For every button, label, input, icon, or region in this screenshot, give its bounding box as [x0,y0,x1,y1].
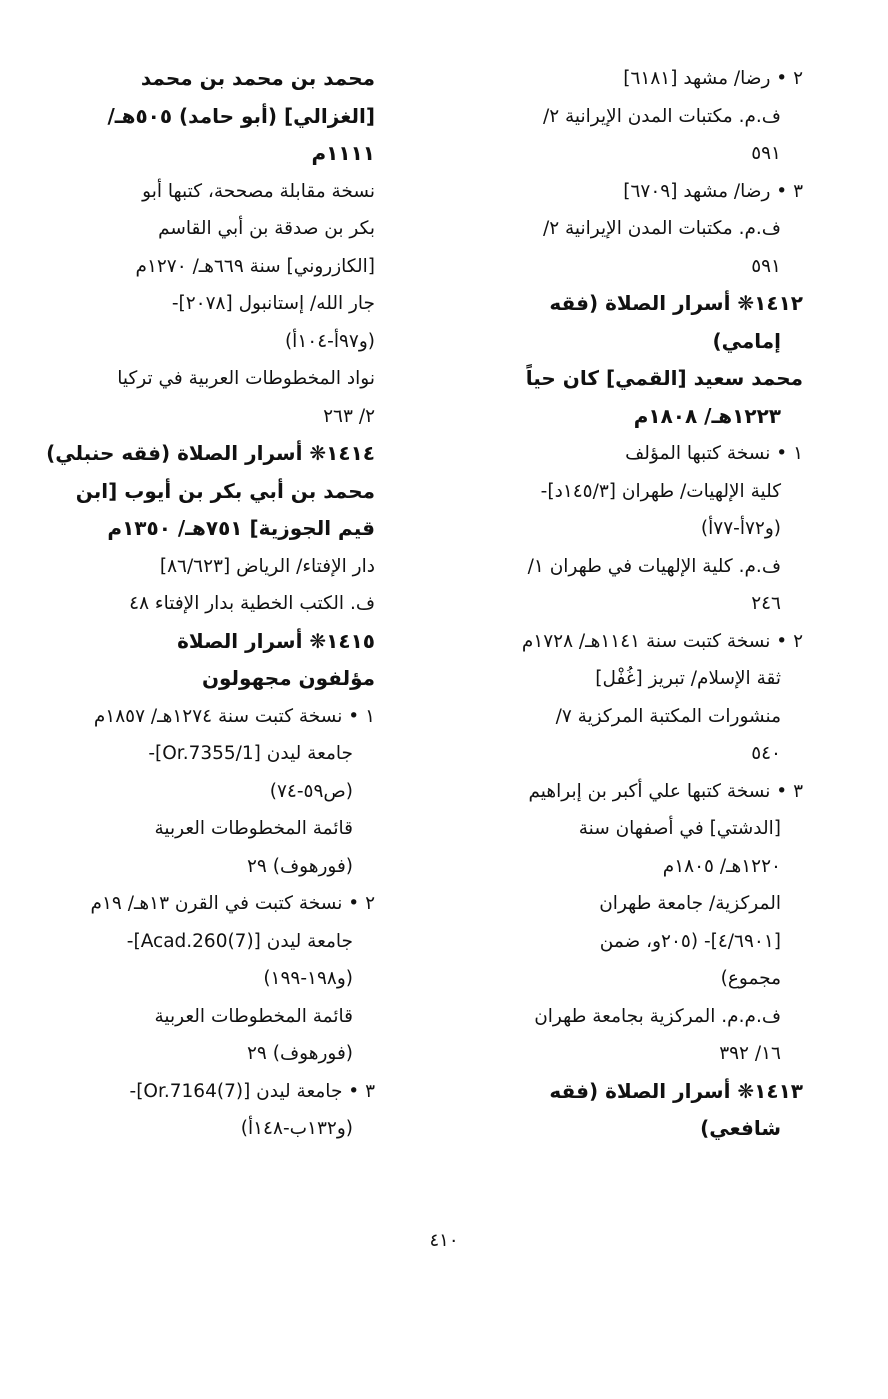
text-line: ف.م. كلية الإلهيات في طهران ١/ [527,555,781,577]
text-line: بكر بن صدقة بن أبي القاسم [158,218,375,239]
text-line: (ص٥٩-٧٤) [269,780,353,802]
text-line: ٣ • رضا/ مشهد [٦٧٠٩] [623,180,803,202]
text-line: إمامي) [712,328,781,353]
text-line: محمد سعيد [القمي] كان حياً [525,366,803,390]
text-line: ٢ • نسخة كتبت في القرن ١٣هـ/ ١٩م [90,893,375,914]
text-line: كلية الإلهيات/ طهران [١٤٥/٣د]- [540,480,781,502]
text-line: ١٤١٤❋ أسرار الصلاة (فقه حنبلي) [46,441,375,465]
text-line: ٣ • جامعة ليدن [Or.7164(7)]- [129,1080,375,1102]
text-line: قائمة المخطوطات العربية [154,1005,353,1027]
text-line: دار الإفتاء/ الرياض [٨٦/٦٢٣] [159,555,375,577]
text-line: قيم الجوزية] ٧٥١هـ/ ١٣٥٠م [107,516,375,540]
text-line: ١٦/ ٣٩٢ [719,1043,781,1064]
text-line: نسخة مقابلة مصححة، كتبها أبو [142,180,375,202]
text-line: جامعة ليدن [Or.7355/1]- [148,743,353,764]
text-line: منشورات المكتبة المركزية ٧/ [555,705,781,727]
text-line: ١٤١٥❋ أسرار الصلاة [177,628,375,653]
text-line: (و١٩٨-١٩٩) [263,968,353,989]
text-line: نواد المخطوطات العربية في تركيا [117,368,375,389]
text-line: ٥٩١ [751,255,781,277]
text-line: مجموع) [720,968,781,989]
text-line: ١٢٢٠هـ/ ١٨٠٥م [662,855,781,877]
text-line: ٢/ ٢٦٣ [323,405,375,427]
text-line: ف. الكتب الخطية بدار الإفتاء ٤٨ [129,593,375,614]
text-line: ٥٩١ [751,143,781,164]
text-line: ٢ • رضا/ مشهد [٦١٨١] [623,68,803,89]
text-line: جامعة ليدن [Acad.260(7)]- [126,930,353,952]
text-line: ٥٤٠ [751,743,781,764]
text-line: ف.م. مكتبات المدن الإيرانية ٢/ [542,105,781,127]
text-line: (و١٣٢ب-١٤٨أ) [240,1118,353,1139]
text-line: (فورهوف) ٢٩ [246,855,353,877]
left-column [46,60,375,1148]
text-line: ١ • نسخة كتبت سنة ١٢٧٤هـ/ ١٨٥٧م [93,705,375,727]
text-line: ١ • نسخة كتبها المؤلف [625,443,803,464]
text-line: (فورهوف) ٢٩ [246,1043,353,1064]
page-number: ٤١٠ [429,1230,459,1251]
text-line: ٢ • نسخة كتبت سنة ١١٤١هـ/ ١٧٢٨م [521,630,803,652]
text-line: المركزية/ جامعة طهران [599,893,781,914]
text-line: ف.م.م. المركزية بجامعة طهران [534,1005,781,1027]
text-line: ١٤١٣❋ أسرار الصلاة (فقه [549,1078,803,1103]
text-line: ١١١١م [311,141,375,165]
text-line: ٢٤٦ [751,593,781,614]
text-line: ف.م. مكتبات المدن الإيرانية ٢/ [542,218,781,239]
text-line: [الكازروني] سنة ٦٦٩هـ/ ١٢٧٠م [135,255,375,277]
text-line: [الدشتي] في أصفهان سنة [578,818,781,839]
text-line: ٣ • نسخة كتبها علي أكبر بن إبراهيم [528,780,803,802]
text-line: ثقة الإسلام/ تبريز [غُفْل] [595,668,781,689]
right-column [473,60,803,1148]
text-line: (و٧٢أ-٧٧أ) [700,518,781,539]
text-line: [الغزالي] (أبو حامد) ٥٠٥هـ/ [107,103,375,128]
text-line: ١٤١٢❋ أسرار الصلاة (فقه [549,291,803,315]
text-line: شافعي) [700,1116,781,1140]
text-line: محمد بن محمد بن محمد [140,66,375,90]
text-line: جار الله/ إستانبول [٢٠٧٨]- [171,293,375,314]
text-line: محمد بن أبي بكر بن أيوب [ابن [75,478,375,503]
text-line: مؤلفون مجهولون [201,666,375,690]
text-line: [٤/٦٩٠١]- (٢٠٥و، ضمن [599,930,781,952]
text-line: (و٩٧أ-١٠٤أ) [284,330,375,352]
text-line: ١٢٢٣هـ/ ١٨٠٨م [633,403,781,428]
text-line: قائمة المخطوطات العربية [154,818,353,839]
